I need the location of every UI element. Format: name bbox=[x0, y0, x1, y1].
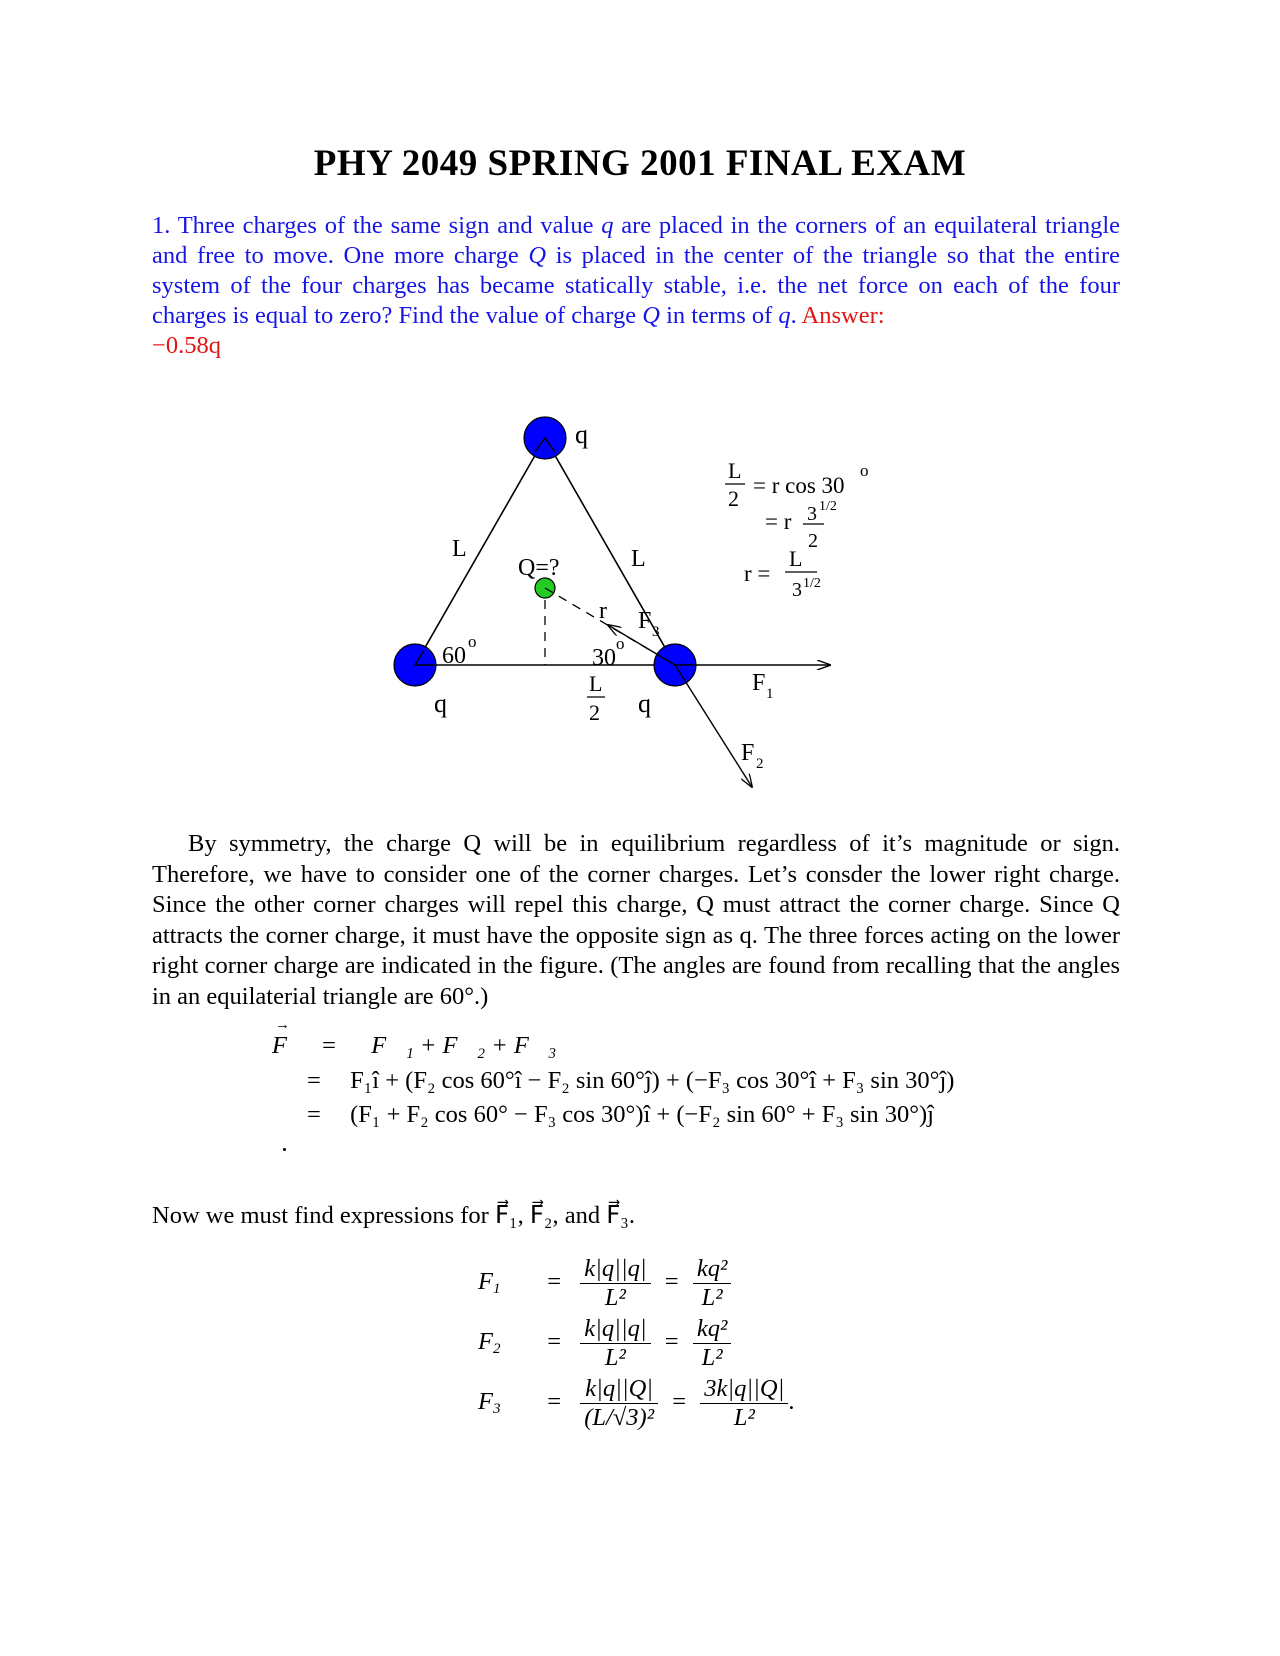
problem-text-3: is placed in the center of the triangle so that the entire system of the four charges has became statically stable, i.e. the net force on each of the four charges is equal to zero? Find the value of charge bbox=[152, 242, 1121, 329]
force-eq-F3-eq: = bbox=[547, 1388, 562, 1416]
answer-label: Answer: bbox=[801, 302, 885, 329]
force-eq-F3-den2: L² bbox=[733, 1404, 755, 1431]
force-eq-F3-frac2 bbox=[700, 1375, 788, 1432]
var-Q: Q bbox=[528, 242, 547, 269]
force-eq-F3-eq2: = bbox=[672, 1388, 687, 1416]
rel3-den: 3 bbox=[792, 579, 802, 601]
label-angle-30-deg: o bbox=[616, 634, 625, 653]
force-eq-F3-num: k|q||Q| bbox=[580, 1375, 658, 1404]
force-eq-F3-frac1 bbox=[580, 1375, 658, 1432]
label-angle-60-deg: o bbox=[468, 632, 477, 651]
force-eq-F1-eq: = bbox=[547, 1268, 562, 1296]
eq-line-1 bbox=[272, 1032, 556, 1060]
rel3-exp: 1/2 bbox=[803, 576, 821, 591]
answer-value: −0.58q bbox=[152, 332, 221, 359]
eq-equals-1: = bbox=[322, 1032, 336, 1059]
problem-text-2: are placed in the corners of an equilateral triangle and free to move. One more charge bbox=[152, 212, 1121, 269]
rel2-exp: 1/2 bbox=[819, 499, 837, 514]
eq-equals-2: = bbox=[307, 1067, 321, 1094]
var-Q-2: Q bbox=[642, 302, 660, 329]
force-eq-F2-frac1 bbox=[580, 1315, 650, 1372]
now-paragraph: Now we must find expressions for F⃗₁, F⃗₂, and F⃗₃. bbox=[152, 1202, 635, 1229]
label-L-right: L bbox=[631, 546, 646, 572]
force-eq-F3-den: (L/√3)² bbox=[584, 1404, 655, 1431]
rel1-deg: o bbox=[860, 461, 869, 480]
label-angle-60: 60 bbox=[442, 643, 466, 669]
label-F1-sub: 1 bbox=[766, 686, 774, 702]
force-eq-F1-den2: L² bbox=[701, 1284, 723, 1311]
label-half-den: 2 bbox=[589, 700, 600, 725]
explanation-paragraph: By symmetry, the charge Q will be in equilibrium regardless of it’s magnitude or sign. Therefore, we have to consider one of the corner charges. Let’s consder the lower right charge. Since the other corner charges will repel this charge, Q must attract the corner charge. Since Q attracts the corner charge, it must have the opposite sign as q. The three forces acting on the lower right corner charge are indicated in the figure. (The angles are found from recalling that the angles in an equilaterial triangle are 60°.) bbox=[152, 830, 1120, 1010]
eq-line1-rhs: F⃗₁ + F⃗₂ + F⃗₃ bbox=[371, 1032, 557, 1059]
label-q-left: q bbox=[434, 689, 447, 718]
label-angle-30: 30 bbox=[592, 645, 616, 671]
eq-line-3 bbox=[307, 1101, 934, 1129]
rel2-lhs: = r bbox=[765, 509, 792, 534]
label-half-num: L bbox=[589, 671, 603, 696]
force-eq-F2-den: L² bbox=[604, 1344, 626, 1371]
var-q-2: q bbox=[778, 302, 791, 329]
eq-equals-3: = bbox=[307, 1101, 321, 1128]
rel1-rhs: = r cos 30 bbox=[753, 473, 845, 498]
problem-text-1: 1. Three charges of the same sign and value bbox=[152, 212, 594, 239]
page-title: PHY 2049 SPRING 2001 FINAL EXAM bbox=[313, 143, 967, 184]
label-r: r bbox=[599, 598, 607, 624]
force-eq-F1-frac1 bbox=[580, 1255, 650, 1312]
label-F1: F bbox=[752, 670, 766, 696]
force-eq-F2-eq2: = bbox=[664, 1328, 679, 1356]
force-eq-F2-frac2 bbox=[693, 1315, 731, 1372]
rel3-num: L bbox=[789, 546, 803, 571]
force-F2-arrow bbox=[675, 665, 755, 787]
rel1-den: 2 bbox=[728, 486, 739, 511]
eq-line3-rhs: (F₁ + F₂ cos 60° − F₃ cos 30°)î + (−F₂ sin 60° + F₃ sin 30°)ĵ bbox=[350, 1101, 934, 1128]
force-eq-F1-den: L² bbox=[604, 1284, 626, 1311]
rel2-num: 3 bbox=[807, 503, 817, 525]
force-eq-F1-num: k|q||q| bbox=[580, 1255, 650, 1284]
force-eq-F2-eq: = bbox=[547, 1328, 562, 1356]
label-Q: Q=? bbox=[518, 555, 560, 581]
force-eq-F1-num2: kq² bbox=[693, 1255, 731, 1284]
label-F3-sub: 3 bbox=[652, 624, 660, 640]
eq-line2-rhs: F₁î + (F₂ cos 60°î − F₂ sin 60°ĵ) + (−F₃ cos 30°î + F₃ sin 30°ĵ) bbox=[350, 1067, 955, 1094]
force-eq-F2-num2: kq² bbox=[693, 1315, 731, 1344]
force-eq-F3-num2: 3k|q||Q| bbox=[700, 1375, 788, 1404]
force-eq-F2-den2: L² bbox=[701, 1344, 723, 1371]
force-eq-F3-period: . bbox=[788, 1388, 795, 1416]
force-eq-F3-lhs: $F_3$ bbox=[478, 1388, 501, 1418]
force-eq-F1 bbox=[478, 1255, 731, 1312]
rel2-den: 2 bbox=[808, 530, 818, 552]
stray-period bbox=[283, 1148, 286, 1151]
problem-statement: 1. Three charges of the same sign and value q are placed in the corners of an equilateral triangle and free to move. One more charge Q is placed in the center of the triangle so that the entire system of the four charges has became statically stable, i.e. the net force on each of the four charges is equal to zero? Find the value of charge Q in terms of q. Answer: −0.58q bbox=[152, 212, 1121, 359]
force-eq-F3 bbox=[478, 1375, 794, 1432]
label-L-left: L bbox=[452, 536, 467, 562]
label-F2: F bbox=[741, 740, 755, 766]
label-F3: F bbox=[638, 608, 652, 634]
var-q: q bbox=[601, 212, 614, 239]
force-eq-F2 bbox=[478, 1315, 731, 1372]
force-eq-F1-lhs: $F_1$ bbox=[478, 1268, 501, 1298]
eq-lhs-F: → F bbox=[272, 1032, 287, 1060]
rel1-num: L bbox=[728, 458, 742, 483]
force-eq-F1-eq2: = bbox=[664, 1268, 679, 1296]
problem-text-4: in terms of bbox=[666, 302, 773, 329]
force-eq-F2-num: k|q||q| bbox=[580, 1315, 650, 1344]
rel3-lhs: r = bbox=[744, 561, 771, 586]
label-F2-sub: 2 bbox=[756, 756, 764, 772]
eq-line-2 bbox=[307, 1067, 954, 1095]
force-eq-F1-frac2 bbox=[693, 1255, 731, 1312]
force-eq-F2-lhs: $F_2$ bbox=[478, 1328, 501, 1358]
label-q-right: q bbox=[638, 689, 651, 718]
label-q-top: q bbox=[575, 420, 588, 449]
